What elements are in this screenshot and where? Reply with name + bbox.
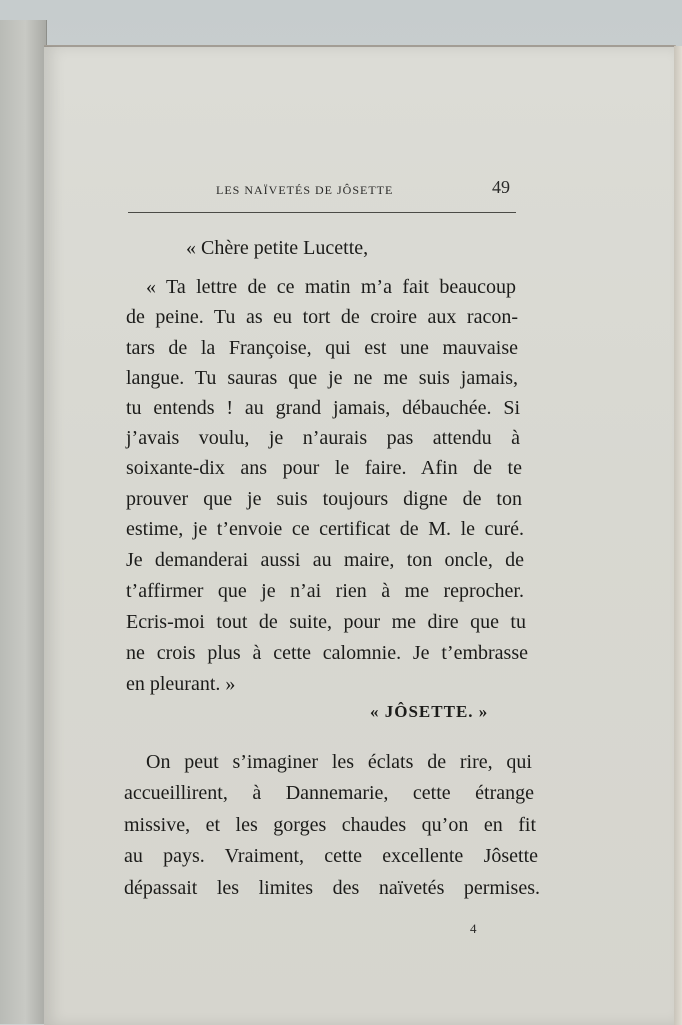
running-head: LES NAÏVETÉS DE JÔSETTE	[216, 183, 394, 197]
letter-line: ne crois plus à cette calomnie. Je t’embrasse	[126, 642, 528, 664]
letter-line: prouver que je suis toujours digne de ton	[126, 488, 522, 510]
paragraph-line: accueillirent, à Dannemarie, cette étrange	[124, 782, 534, 804]
paragraph-line: au pays. Vraiment, cette excellente Jôsette	[124, 845, 538, 867]
letter-line: j’avais voulu, je n’aurais pas attendu à	[126, 427, 520, 449]
letter-line: langue. Tu sauras que je ne me suis jamais,	[126, 367, 518, 389]
letter-line: estime, je t’envoie ce certificat de M. le curé.	[126, 518, 524, 540]
page-number: 49	[492, 177, 510, 197]
letter-salutation: « Chère petite Lucette,	[186, 237, 369, 259]
signature-mark: 4	[470, 921, 477, 936]
letter-line: soixante-dix ans pour le faire. Afin de te	[126, 457, 522, 479]
book-page	[44, 45, 676, 1025]
page-edge	[674, 46, 682, 1025]
letter-line: tars de la Françoise, qui est une mauvaise	[126, 337, 518, 359]
letter-line: « Ta lettre de ce matin m’a fait beaucoup	[146, 276, 516, 298]
header-rule	[128, 212, 516, 213]
letter-line: tu entends ! au grand jamais, débauchée. Si	[126, 397, 520, 419]
letter-line: t’affirmer que je n’ai rien à me reprocher.	[126, 580, 524, 602]
paragraph-line: dépassait les limites des naïvetés permises.	[124, 877, 540, 899]
facing-page-edge	[0, 20, 47, 1024]
paragraph-line: On peut s’imaginer les éclats de rire, qui	[146, 751, 532, 773]
letter-line: Je demanderai aussi au maire, ton oncle, de	[126, 549, 524, 571]
paragraph-line: missive, et les gorges chaudes qu’on en fit	[124, 814, 536, 836]
letter-line: Ecris-moi tout de suite, pour me dire que tu	[126, 611, 526, 633]
letter-line: de peine. Tu as eu tort de croire aux racon-	[126, 306, 518, 328]
letter-line: en pleurant. »	[126, 673, 236, 695]
letter-signature: « JÔSETTE. »	[370, 702, 489, 721]
